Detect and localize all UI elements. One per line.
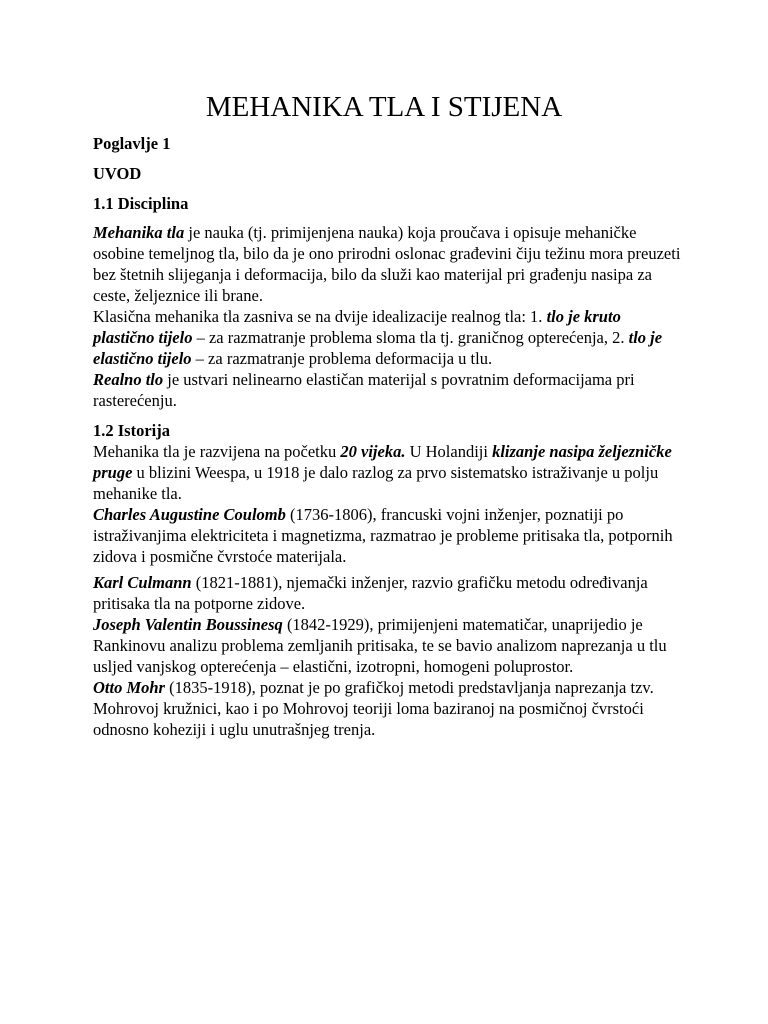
paragraph-idealizacije bbox=[93, 306, 683, 369]
section-1-1-heading: 1.1 Disciplina bbox=[93, 194, 189, 213]
document-title: MEHANIKA TLA I STIJENA bbox=[205, 91, 563, 123]
term-klizanje-nasipa: klizanje nasipa željezničke pruge bbox=[93, 442, 672, 482]
paragraph-coulomb bbox=[93, 504, 683, 567]
chapter-heading: Poglavlje 1 bbox=[93, 134, 171, 153]
term-elasticno: tlo je elastično tijelo bbox=[93, 328, 663, 368]
paragraph-text: Mehanika tla je razvijena na početku bbox=[93, 442, 341, 461]
term-kruto-plasticno: tlo je kruto plastično tijelo bbox=[93, 307, 621, 347]
paragraph-text: je nauka (tj. primijenjena nauka) koja proučava i opisuje mehaničke osobine temeljnog tla, bilo da je ono prirodni oslonac građevini čiju težinu mora preuzeti bez štetnih slijeganja i deformacija, bilo da služi kao materijal pri građenju nasipa za ceste, željeznice ili brane. bbox=[93, 223, 681, 305]
person-name: Charles Augustine Coulomb bbox=[93, 505, 286, 524]
term-20-vijeka: 20 vijeka. bbox=[340, 442, 406, 461]
intro-heading: UVOD bbox=[93, 164, 142, 183]
paragraph-text: (1835-1918), poznat je po grafičkoj metodi predstavljanja naprezanja tzv. Mohrovoj kružnici, kao i po Mohrovoj teoriji loma baziranoj na posmičnoj čvrstoći odnosno koheziji i uglu unutrašnjeg trenja. bbox=[93, 678, 654, 739]
paragraph-mohr bbox=[93, 677, 683, 740]
person-name: Otto Mohr bbox=[93, 678, 165, 697]
paragraph-mehanika-tla bbox=[93, 222, 683, 306]
paragraph-text: u blizini Weespa, u 1918 je dalo razlog za prvo sistematsko istraživanje u polju mehanike tla. bbox=[93, 463, 659, 503]
paragraph-text: (1736-1806), francuski vojni inženjer, poznatiji po istraživanjima elektriciteta i magnetizma, razmatrao je probleme pritisaka tla, potpornih zidova i posmične čvrstoće materijala. bbox=[93, 505, 673, 566]
paragraph-realno-tlo bbox=[93, 369, 683, 411]
paragraph-boussinesq bbox=[93, 614, 683, 677]
section-1-2-heading: 1.2 Istorija bbox=[93, 421, 170, 440]
person-name: Joseph Valentin Boussinesq bbox=[93, 615, 283, 634]
paragraph-text: U Holandiji bbox=[405, 442, 493, 461]
paragraph-text: je ustvari nelinearno elastičan materijal s povratnim deformacijama pri rasterećenju. bbox=[93, 370, 635, 410]
paragraph-text: (1821-1881), njemački inženjer, razvio grafičku metodu određivanja pritisaka tla na potporne zidove. bbox=[93, 573, 648, 613]
paragraph-text: Klasična mehanika tla zasniva se na dvije idealizacije realnog tla: 1. bbox=[93, 307, 547, 326]
paragraph-text: – za razmatranje problema sloma tla tj. graničnog opterećenja, 2. bbox=[192, 328, 629, 347]
paragraph-culmann bbox=[93, 572, 683, 614]
term-realno-tlo: Realno tlo bbox=[93, 370, 164, 389]
person-name: Karl Culmann bbox=[93, 573, 192, 592]
paragraph-istorija bbox=[93, 441, 683, 504]
document-body bbox=[93, 133, 683, 740]
paragraph-text: – za razmatranje problema deformacija u tlu. bbox=[191, 349, 493, 368]
term-mehanika-tla: Mehanika tla bbox=[93, 223, 185, 242]
paragraph-text: (1842-1929), primijenjeni matematičar, unaprijedio je Rankinovu analizu problema zemljanih pritisaka, te se bavio analizom naprezanja u tlu usljed vanjskog opterećenja – elastični, izotropni, homogeni poluprostor. bbox=[93, 615, 667, 676]
